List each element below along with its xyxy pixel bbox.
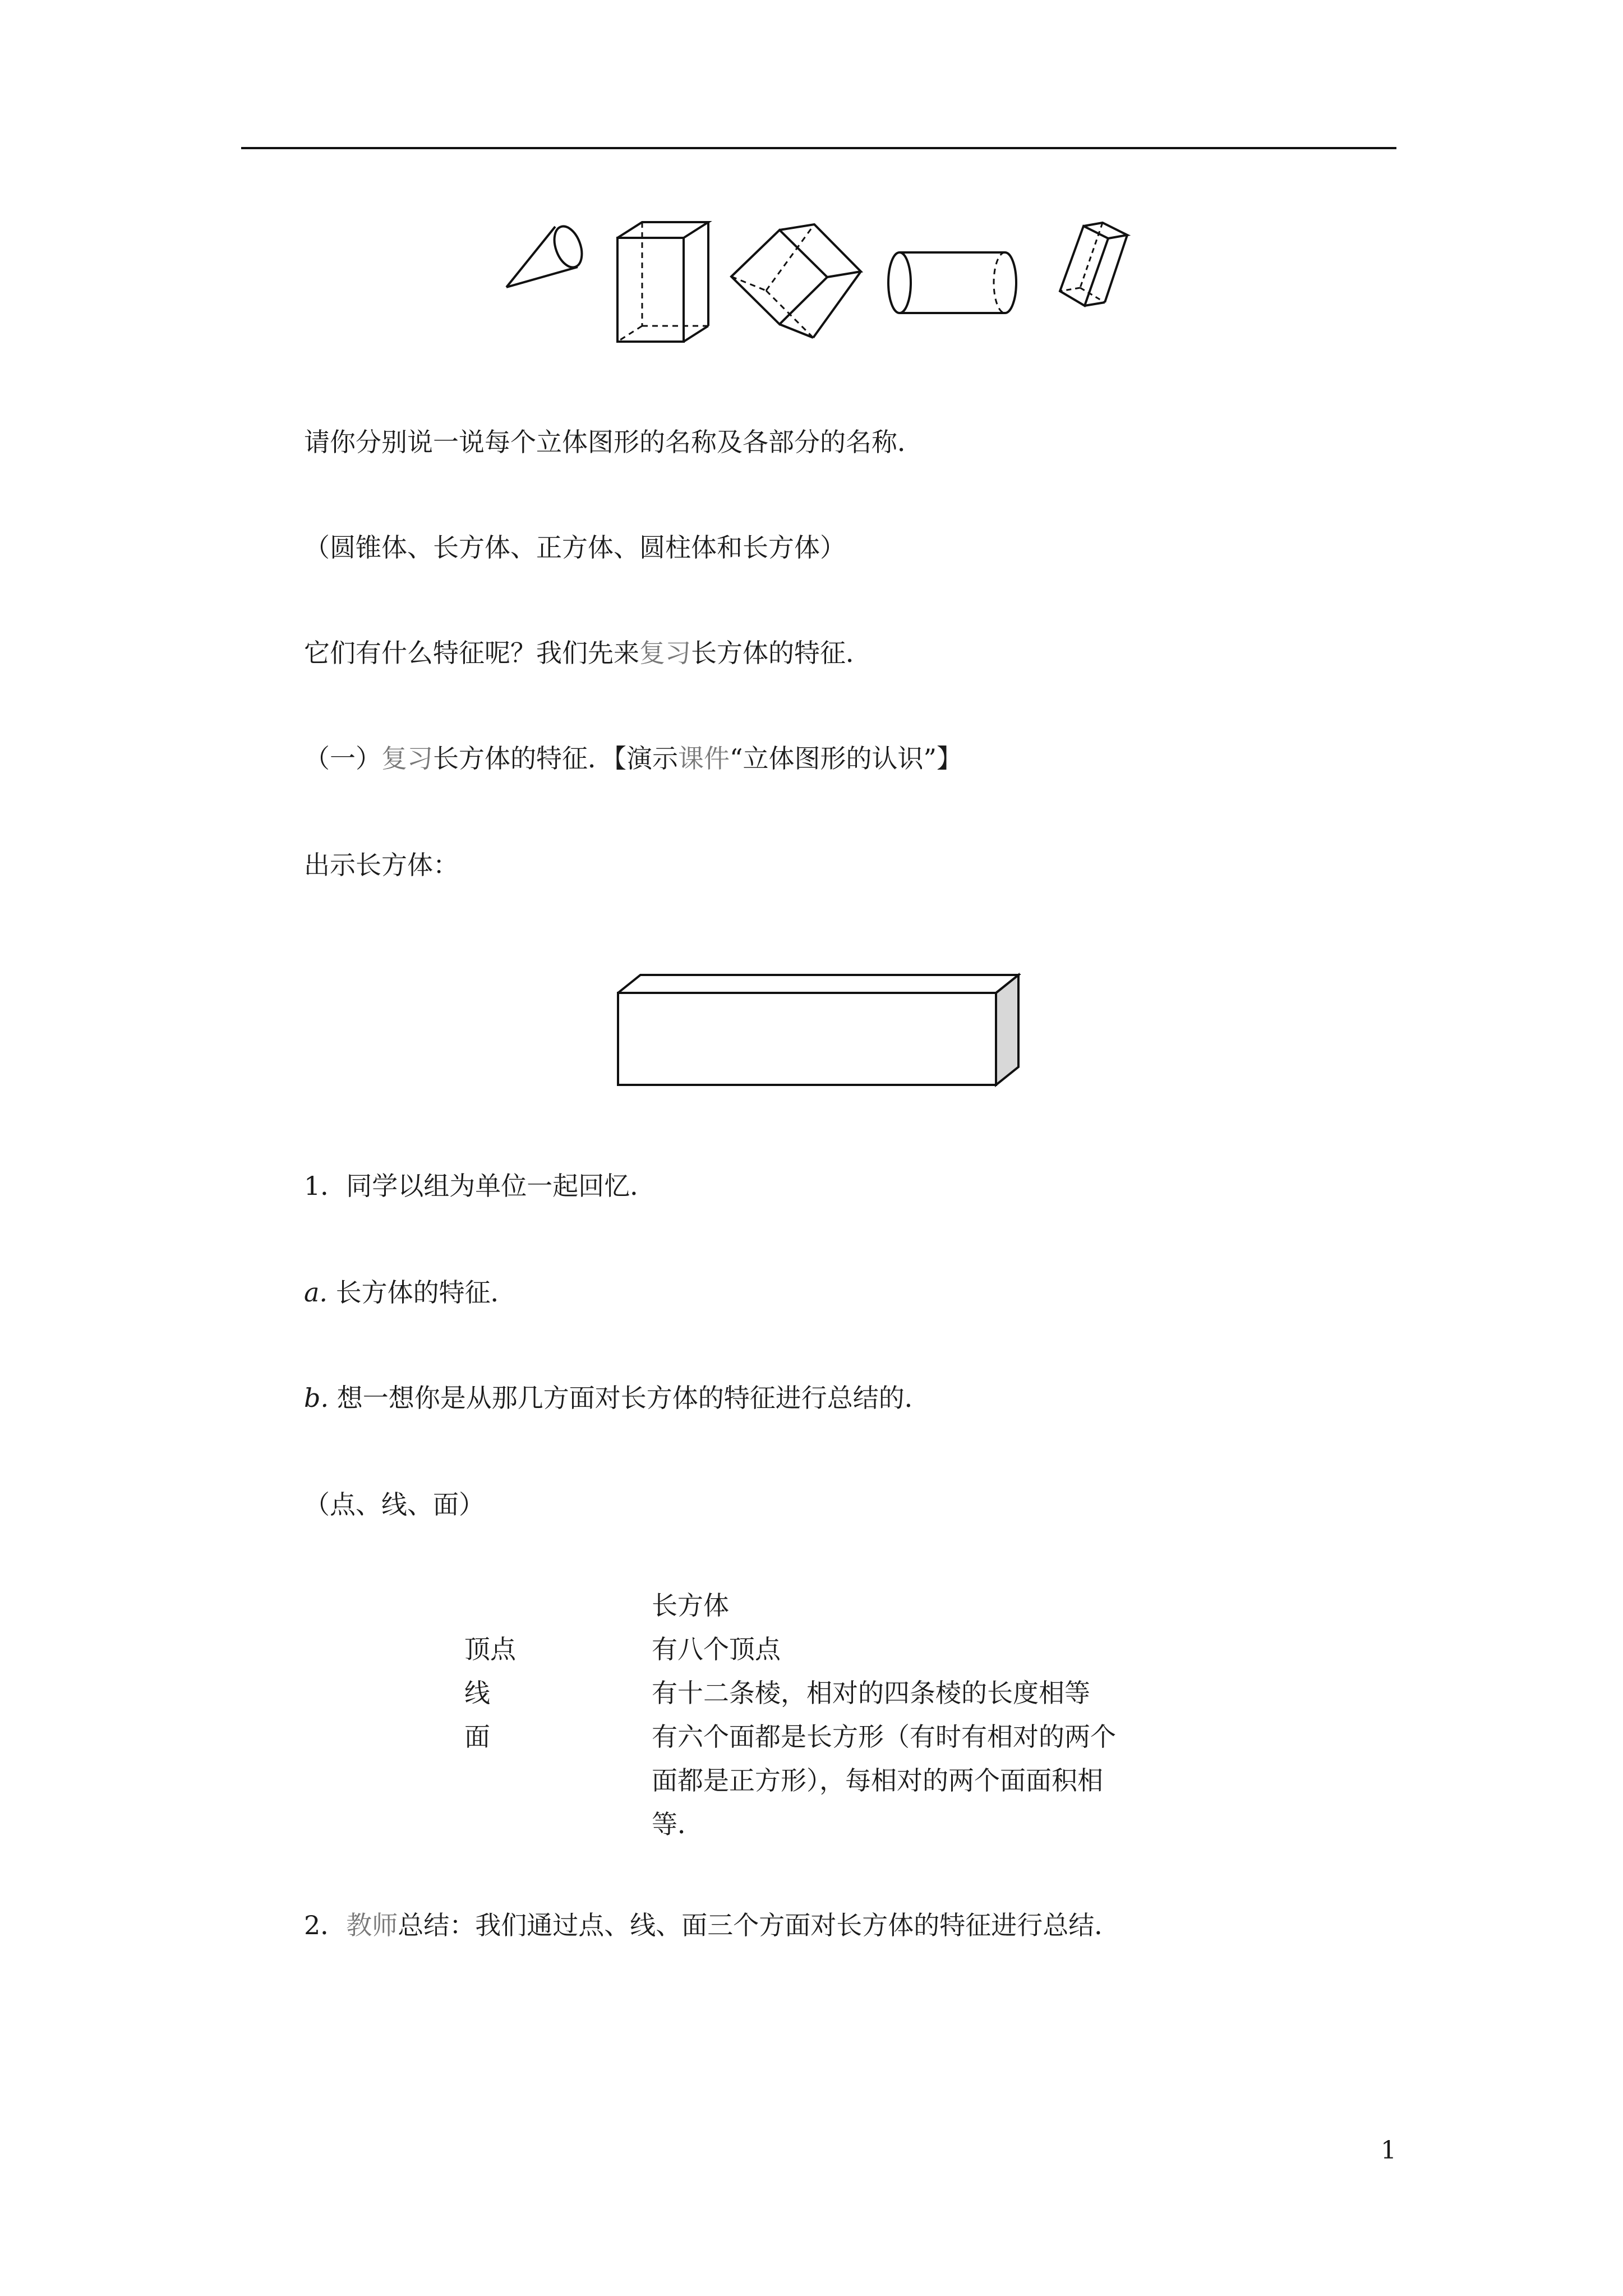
tilted-prism-icon (1054, 222, 1144, 328)
section-heading-review (304, 742, 962, 775)
cube-icon (723, 223, 864, 344)
text-segment: 长方体的特征． (691, 638, 872, 668)
long-rectangular-box-icon (606, 965, 1021, 1094)
table-row-value: 有六个面都是长方形（有时有相对的两个 (652, 1722, 1116, 1752)
text-segment: 2． (304, 1910, 347, 1940)
paragraph-shape-names: （圆锥体、长方体、正方体、圆柱体和长方体） (304, 532, 846, 563)
cylinder-icon (885, 247, 1020, 320)
paragraph-point-line-face: （点、线、面） (304, 1489, 485, 1520)
table-header: 长方体 (652, 1590, 729, 1621)
item-text: 长方体的特征． (335, 1277, 517, 1308)
table-row-label: 面 (464, 1722, 490, 1752)
item-label: b. (304, 1383, 329, 1413)
paragraph-group-recall: 1．同学以组为单位一起回忆． (304, 1171, 656, 1201)
table-row-value: 有十二条棱，相对的四条棱的长度相等 (652, 1678, 1090, 1708)
rectangular-prism-icon (614, 219, 715, 348)
item-label: a. (304, 1277, 328, 1308)
text-segment: 总结：我们通过点、线、面三个方面对长方体的特征进行总结． (398, 1910, 1121, 1940)
table-row-value: 面都是正方形），每相对的两个面面积相 (652, 1765, 1103, 1796)
table-row-value: 等． (652, 1809, 703, 1839)
header-rule (241, 147, 1396, 149)
item-text: 想一想你是从那几方面对长方体的特征进行总结的． (336, 1383, 930, 1413)
table-row-label: 顶点 (464, 1634, 516, 1664)
table-row-value: 有八个顶点 (652, 1634, 781, 1664)
paragraph-show-box: 出示长方体： (304, 850, 459, 880)
link-review: 复习 (639, 638, 691, 668)
text-segment: （一） (304, 743, 381, 774)
paragraph-item-a (304, 1276, 517, 1309)
text-segment: 它们有什么特征呢？我们先来 (304, 638, 639, 668)
paragraph-teacher-summary (304, 1908, 1120, 1942)
text-segment: “立体图形的认识”】 (730, 743, 963, 774)
paragraph-item-b (304, 1381, 930, 1415)
paragraph-features-question (304, 636, 872, 670)
paragraph-prompt: 请你分别说一说每个立体图形的名称及各部分的名称． (304, 427, 923, 457)
page-number: 1 (1381, 2136, 1396, 2165)
table-row-label: 线 (464, 1678, 490, 1708)
link-review: 复习 (381, 743, 433, 774)
text-segment: 长方体的特征．【演示 (433, 743, 678, 774)
link-courseware: 课件 (678, 743, 730, 774)
link-teacher: 教师 (346, 1910, 398, 1940)
cone-icon (502, 219, 603, 297)
